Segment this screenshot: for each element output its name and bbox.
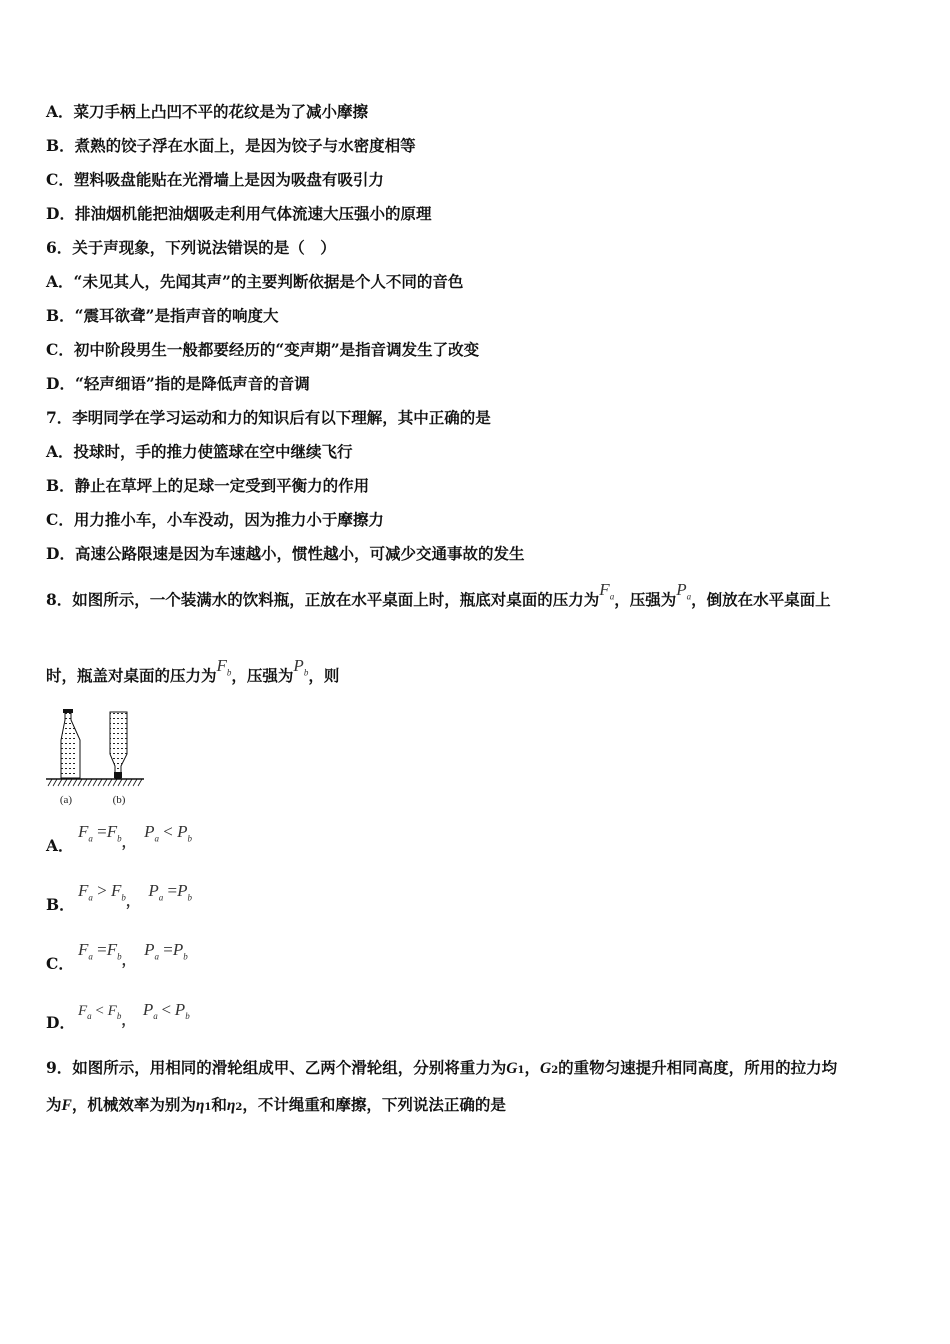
q7-option-c: C．用力推小车，小车没动，因为推力小于摩擦力 — [46, 510, 384, 529]
bottles-figure — [44, 706, 148, 810]
symbol-pa: $P_a$ — [676, 580, 692, 602]
q6-option-a: A．“未见其人，先闻其声”的主要判断依据是个人不同的音色 — [46, 272, 464, 291]
q8-option-b-label: B． — [46, 895, 75, 914]
q6-option-c: C．初中阶段男生一般都要经历的“变声期”是指音调发生了改变 — [46, 340, 480, 359]
symbol-pb: $P_b$ — [293, 656, 309, 678]
symbol-fa: $F_a$ — [599, 580, 615, 602]
q5-option-d: D．排油烟机能把油烟吸走利用气体流速大压强小的原理 — [46, 204, 432, 223]
q5-option-b: B．煮熟的饺子浮在水面上，是因为饺子与水密度相等 — [46, 136, 416, 155]
q7-stem: 7．李明同学在学习运动和力的知识后有以下理解，其中正确的是 — [46, 408, 491, 427]
symbol-fb: $F_b$ — [216, 656, 232, 678]
table-surface — [46, 779, 144, 786]
figure-label-b: (b) — [112, 794, 126, 806]
q7-option-a: A．投球时，手的推力使篮球在空中继续飞行 — [46, 442, 353, 461]
q8-option-d-label: D． — [46, 1013, 75, 1032]
q9-stem-line2: 为F，机械效率为别为η1和η2，不计绳重和摩擦，下列说法正确的是 — [46, 1095, 506, 1114]
figure-label-a: (a) — [59, 794, 73, 806]
q7-option-d: D．高速公路限速是因为车速越小，惯性越小，可减少交通事故的发生 — [46, 544, 525, 563]
q6-stem: 6．关于声现象，下列说法错误的是（ ） — [46, 238, 336, 257]
q8-option-a-label: A． — [46, 836, 74, 855]
q8-stem-line2: 时，瓶盖对桌面的压力为$F_b$，压强为$P_b$，则 — [46, 656, 340, 685]
bottle-a — [59, 706, 80, 778]
q8-option-b-expr: $F_a > F_{b,}$ $P_a =P_b$ — [78, 881, 192, 910]
q8-stem-line1: 8．如图所示，一个装满水的饮料瓶，正放在水平桌面上时，瓶底对桌面的压力为$F_a$，压强为$P_a$，倒放在水平桌面上 — [46, 580, 831, 609]
q7-option-b: B．静止在草坪上的足球一定受到平衡力的作用 — [46, 476, 370, 495]
q6-option-b: B．“震耳欲聋”是指声音的响度大 — [46, 306, 279, 325]
q8-option-c-expr: $F_a =F_{b,}$ $P_a =P_b$ — [78, 940, 188, 969]
bottle-b — [108, 706, 130, 778]
q6-option-d: D．“轻声细语”指的是降低声音的音调 — [46, 374, 310, 393]
q8-option-d-expr: $F_a < F_b$， $P_a < P_b$ — [78, 1000, 190, 1029]
q5-option-c: C．塑料吸盘能贴在光滑墙上是因为吸盘有吸引力 — [46, 170, 384, 189]
q8-option-a-expr: $F_a =F_{b,}$ $P_a < P_b$ — [78, 822, 192, 851]
q8-option-c-label: C． — [46, 954, 74, 973]
q5-option-a: A．菜刀手柄上凸凹不平的花纹是为了减小摩擦 — [46, 102, 369, 121]
q9-stem-line1: 9．如图所示，用相同的滑轮组成甲、乙两个滑轮组，分别将重力为G1，G2的重物匀速提升相同高度，所用的拉力均 — [46, 1058, 838, 1077]
